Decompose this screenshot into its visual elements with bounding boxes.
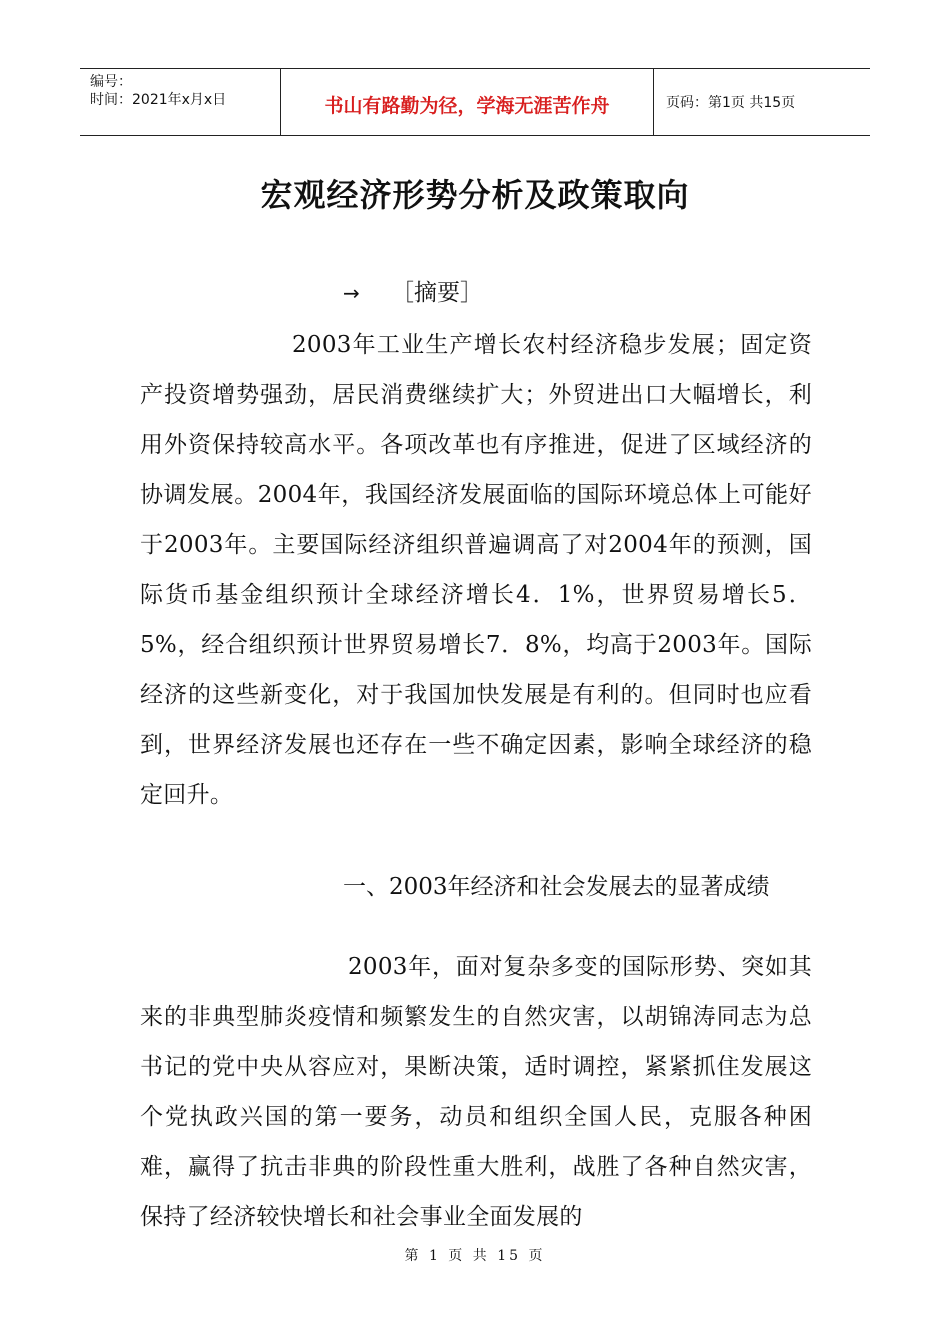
page-footer: 第 1 页 共 15 页 bbox=[404, 1248, 546, 1264]
document-time-label: 时间：2021年x月x日 bbox=[90, 92, 227, 108]
header-meta-cell bbox=[80, 69, 281, 135]
section-heading: 一、2003年经济和社会发展去的显著成绩 bbox=[343, 874, 770, 900]
document-number-label: 编号： bbox=[90, 74, 132, 90]
summary-label: ［摘要］ bbox=[391, 280, 483, 306]
header-page-info: 页码：第1页 共15页 bbox=[666, 95, 796, 111]
header-table bbox=[80, 68, 870, 136]
header-motto-cell bbox=[281, 69, 654, 135]
summary-paragraph: 2003年工业生产增长农村经济稳步发展；固定资产投资增势强劲，居民消费继续扩大；外贸进出口大幅增长，利用外资保持较高水平。各项改革也有序推进，促进了区域经济的协调发展。2004年，我国经济发展面临的国际环境总体上可能好于2003年。主要国际经济组织普遍调高了对2004年的预测，国际货币基金组织预计全球经济增长4．1%，世界贸易增长5．5%，经合组织预计世界贸易增长7．8%，均高于2003年。国际经济的这些新变化，对于我国加快发展是有利的。但同时也应看到，世界经济发展也还存在一些不确定因素，影响全球经济的稳定回升。 bbox=[140, 332, 812, 808]
arrow-icon: → bbox=[343, 281, 360, 305]
section-paragraph: 2003年，面对复杂多变的国际形势、突如其来的非典型肺炎疫情和频繁发生的自然灾害，以胡锦涛同志为总书记的党中央从容应对，果断决策，适时调控，紧紧抓住发展这个党执政兴国的第一要务，动员和组织全国人民，克服各种困难，赢得了抗击非典的阶段性重大胜利，战胜了各种自然灾害，保持了经济较快增长和社会事业全面发展的 bbox=[140, 954, 812, 1230]
document-title: 宏观经济形势分析及政策取向 bbox=[260, 176, 690, 214]
summary-heading bbox=[343, 276, 483, 310]
header-page-cell bbox=[654, 69, 870, 135]
header-motto: 书山有路勤为径，学海无涯苦作舟 bbox=[324, 94, 610, 117]
